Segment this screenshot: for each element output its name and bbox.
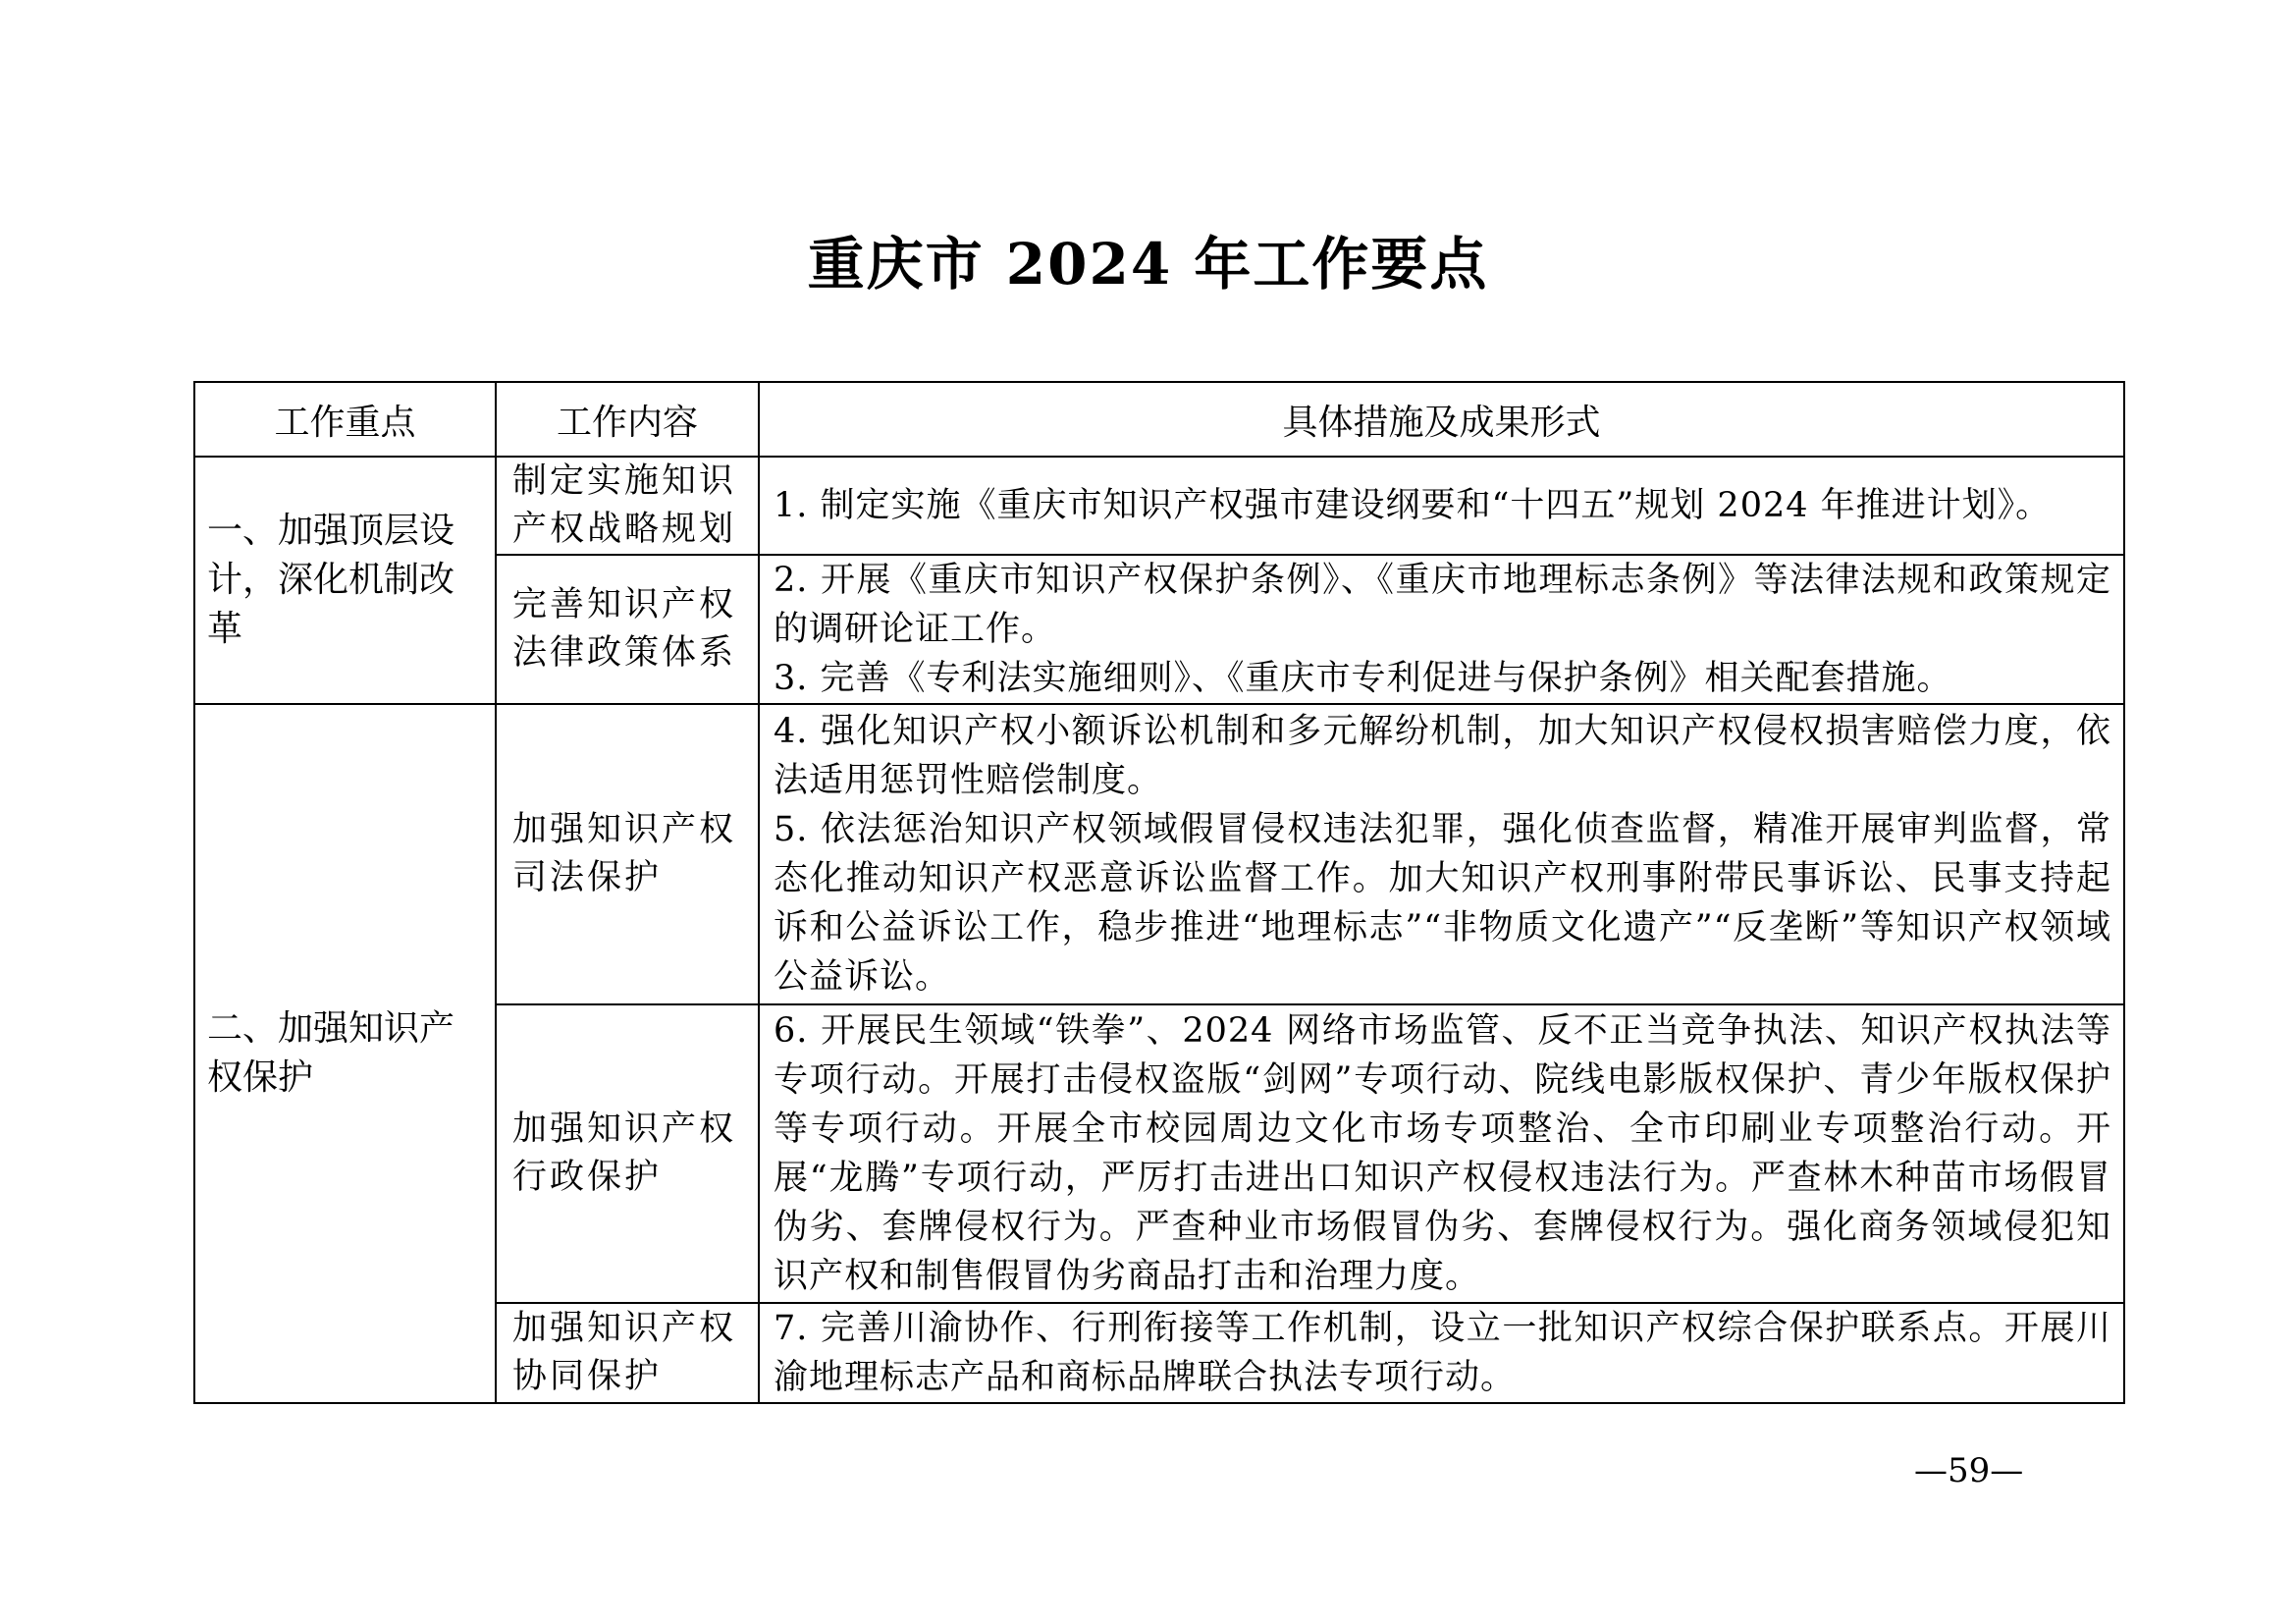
focus-cell: 一、加强顶层设计，深化机制改革 xyxy=(194,457,496,704)
content-cell: 加强知识产权协同保护 xyxy=(496,1303,759,1403)
measure-item: 1. 制定实施《重庆市知识产权强市建设纲要和“十四五”规划 2024 年推进计划》。 xyxy=(774,486,2052,525)
table-header-row xyxy=(194,382,2124,457)
measures-cell xyxy=(759,457,2124,555)
measure-item: 2. 开展《重庆市知识产权保护条例》、《重庆市地理标志条例》等法律法规和政策规定的调研论证工作。 xyxy=(774,561,2111,649)
measures-cell xyxy=(759,555,2124,704)
measure-item: 7. 完善川渝协作、行刑衔接等工作机制，设立一批知识产权综合保护联系点。开展川渝地理标志产品和商标品牌联合执法专项行动。 xyxy=(774,1309,2111,1397)
content-cell: 完善知识产权法律政策体系 xyxy=(496,555,759,704)
focus-cell: 二、加强知识产权保护 xyxy=(194,704,496,1403)
measures-cell xyxy=(759,1303,2124,1403)
page-title: 重庆市 2024 年工作要点 xyxy=(807,231,1489,298)
page-number: —59— xyxy=(1914,1451,2024,1490)
measure-item: 4. 强化知识产权小额诉讼机制和多元解纷机制，加大知识产权侵权损害赔偿力度，依法适用惩罚性赔偿制度。 xyxy=(774,712,2111,800)
table-row xyxy=(194,704,2124,1004)
content-cell: 加强知识产权司法保护 xyxy=(496,704,759,1004)
header-focus: 工作重点 xyxy=(194,382,496,457)
header-measures: 具体措施及成果形式 xyxy=(759,382,2124,457)
work-points-table xyxy=(193,381,2125,1404)
content-cell: 加强知识产权行政保护 xyxy=(496,1004,759,1303)
measure-item: 3. 完善《专利法实施细则》、《重庆市专利促进与保护条例》相关配套措施。 xyxy=(774,659,1952,698)
measures-cell xyxy=(759,1004,2124,1303)
measures-cell xyxy=(759,704,2124,1004)
measure-item: 5. 依法惩治知识产权领域假冒侵权违法犯罪，强化侦查监督，精准开展审判监督，常态化推动知识产权恶意诉讼监督工作。加大知识产权刑事附带民事诉讼、民事支持起诉和公益诉讼工作，稳步推进“地理标志”“非物质文化遗产”“反垄断”等知识产权领域公益诉讼。 xyxy=(774,810,2111,997)
measure-item: 6. 开展民生领域“铁拳”、2024 网络市场监管、反不正当竞争执法、知识产权执法等专项行动。开展打击侵权盗版“剑网”专项行动、院线电影版权保护、青少年版权保护等专项行动。开展全市校园周边文化市场专项整治、全市印刷业专项整治行动。开展“龙腾”专项行动，严厉打击进出口知识产权侵权违法行为。严查林木种苗市场假冒伪劣、套牌侵权行为。严查种业市场假冒伪劣、套牌侵权行为。强化商务领域侵犯知识产权和制售假冒伪劣商品打击和治理力度。 xyxy=(774,1011,2111,1296)
table-row xyxy=(194,457,2124,555)
content-cell: 制定实施知识产权战略规划 xyxy=(496,457,759,555)
header-content: 工作内容 xyxy=(496,382,759,457)
